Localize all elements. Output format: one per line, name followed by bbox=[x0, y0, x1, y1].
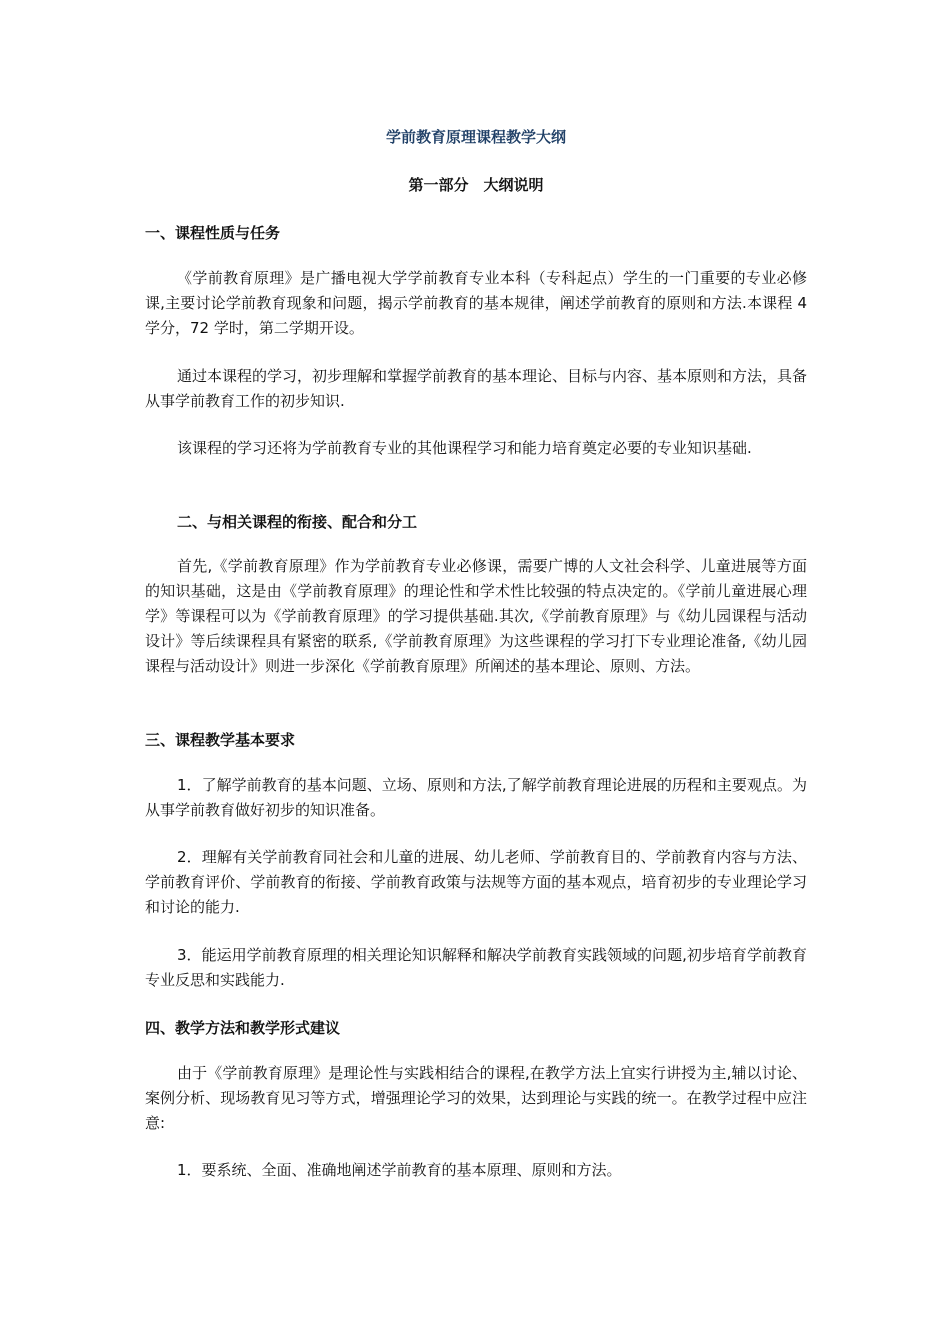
section-2-heading: 二、与相关课程的衔接、配合和分工 bbox=[177, 513, 418, 531]
document-title: 学前教育原理课程教学大纲 bbox=[385, 128, 566, 146]
section-1-heading: 一、课程性质与任务 bbox=[145, 224, 281, 242]
part-title: 第一部分 大纲说明 bbox=[408, 176, 544, 194]
section-3-heading: 三、课程教学基本要求 bbox=[145, 731, 296, 749]
section-4-paragraph-2: 1．要系统、全面、准确地阐述学前教育的基本原理、原则和方法。 bbox=[177, 1161, 622, 1179]
section-4-heading: 四、教学方法和教学形式建议 bbox=[145, 1019, 341, 1037]
section-1-paragraph-1: 《学前教育原理》是广播电视大学学前教育专业本科（专科起点）学生的一门重要的专业必修课,主要讨论学前教育现象和问题，揭示学前教育的基本规律，阐述学前教育的原则和方法.本课程 4 学分，72 学时，第二学期开设。 bbox=[145, 269, 807, 337]
section-2-paragraph-1: 首先,《学前教育原理》作为学前教育专业必修课，需要广博的人文社会科学、儿童进展等方面的知识基础，这是由《学前教育原理》的理论性和学术性比较强的特点决定的。《学前儿童进展心理学》等课程可以为《学前教育原理》的学习提供基础.其次,《学前教育原理》与《幼儿园课程与活动设计》等后续课程具有紧密的联系,《学前教育原理》为这些课程的学习打下专业理论准备,《幼儿园课程与活动设计》则进一步深化《学前教育原理》所阐述的基本理论、原则、方法。 bbox=[145, 557, 807, 675]
section-4-paragraph-1: 由于《学前教育原理》是理论性与实践相结合的课程,在教学方法上宜实行讲授为主,辅以讨论、案例分析、现场教育见习等方式，增强理论学习的效果，达到理论与实践的统一。在教学过程中应注意: bbox=[145, 1064, 807, 1132]
section-3-paragraph-3: 3．能运用学前教育原理的相关理论知识解释和解决学前教育实践领域的问题,初步培育学前教育专业反思和实践能力. bbox=[145, 946, 807, 989]
section-3-paragraph-1: 1．了解学前教育的基本问题、立场、原则和方法,了解学前教育理论进展的历程和主要观点。为从事学前教育做好初步的知识准备。 bbox=[145, 776, 807, 819]
section-3-paragraph-2: 2．理解有关学前教育同社会和儿童的进展、幼儿老师、学前教育目的、学前教育内容与方法、学前教育评价、学前教育的衔接、学前教育政策与法规等方面的基本观点，培育初步的专业理论学习和讨论的能力. bbox=[145, 848, 807, 916]
section-1-paragraph-3: 该课程的学习还将为学前教育专业的其他课程学习和能力培育奠定必要的专业知识基础. bbox=[177, 439, 752, 457]
section-1-paragraph-2: 通过本课程的学习，初步理解和掌握学前教育的基本理论、目标与内容、基本原则和方法，具备从事学前教育工作的初步知识. bbox=[145, 367, 808, 410]
